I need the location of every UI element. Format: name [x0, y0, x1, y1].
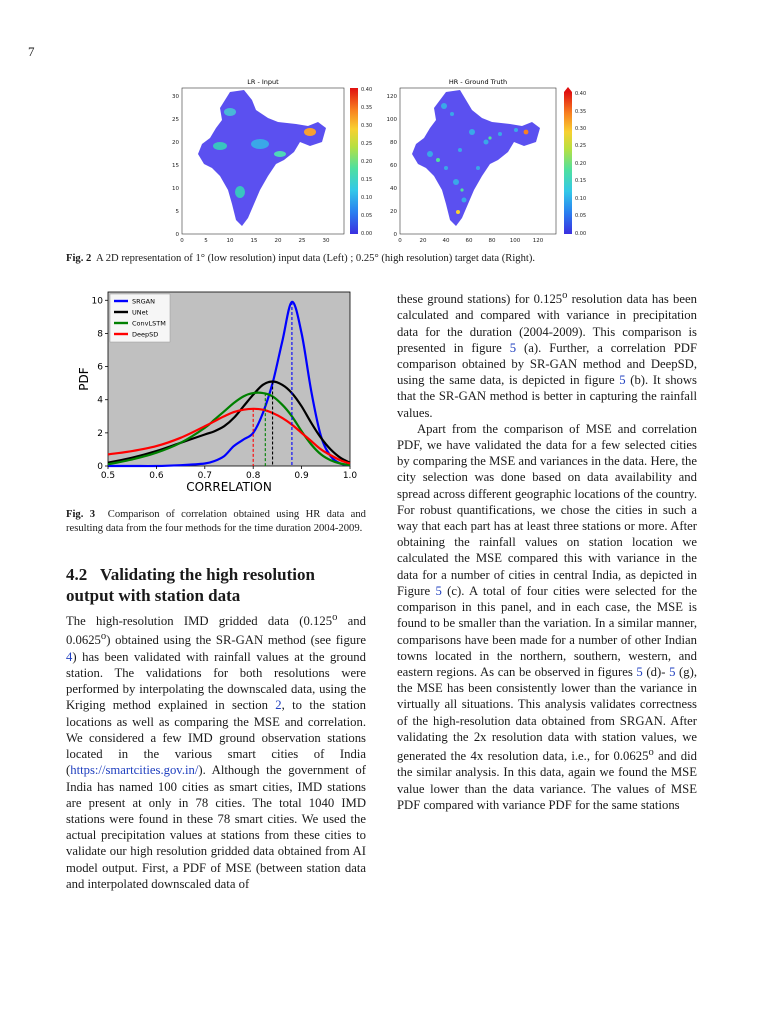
- superscript: o: [562, 290, 568, 301]
- left-map-yticks: [172, 94, 180, 238]
- ref-figure-5-link[interactable]: 5: [509, 340, 517, 355]
- right-map-xticks: [398, 238, 543, 244]
- right-ytick: 0: [393, 232, 397, 238]
- figure-2-caption: [66, 252, 706, 266]
- left-map-blob: [251, 139, 269, 149]
- right-cbar-label: 0.00: [575, 231, 587, 237]
- x-tick-label: 0.5: [100, 471, 116, 481]
- x-axis-label: CORRELATION: [186, 480, 272, 494]
- y-tick-label: 6: [97, 362, 103, 373]
- right-ytick: 60: [390, 163, 397, 169]
- x-tick-label: 0.7: [197, 471, 212, 481]
- right-cbar-label: 0.40: [575, 91, 587, 97]
- section-heading: [66, 564, 366, 606]
- y-tick-label: 10: [91, 296, 103, 307]
- right-xtick: 80: [488, 238, 496, 244]
- left-cbar-label: 0.05: [361, 213, 373, 219]
- right-xtick: 40: [442, 238, 450, 244]
- text-run: (a). Further, a correlation PDF comparison obtained by SR-GAN method and DeepSD, using the same data, is depicted in figure: [397, 340, 697, 388]
- legend-label-unet: UNet: [132, 308, 149, 317]
- left-xtick: 10: [226, 238, 234, 244]
- left-map-title: LR - Input: [247, 78, 279, 86]
- left-cbar-label: 0.40: [361, 87, 373, 93]
- left-cbar-label: 0.10: [361, 195, 373, 201]
- ref-figure-5-link[interactable]: 5: [619, 373, 626, 388]
- text-run: (d)-: [642, 664, 670, 679]
- text-run: , to the station locations as well as comparing the MSE and correlation. We considered a few IMD ground observation stations located in the various smart cities of India (: [66, 698, 366, 778]
- left-xtick: 20: [274, 238, 282, 244]
- ref-figure-4-link[interactable]: 4: [66, 649, 73, 664]
- ref-figure-5-link[interactable]: 5: [435, 583, 442, 598]
- section-number: 4.2: [66, 565, 88, 584]
- right-ytick: 80: [390, 140, 397, 146]
- right-ytick: 40: [390, 186, 397, 192]
- left-ytick: 20: [172, 140, 179, 146]
- x-ticks: [101, 466, 358, 481]
- figure-3-chart: [62, 282, 362, 494]
- right-cbar-label: 0.10: [575, 196, 587, 202]
- figure-2-label: Fig. 2: [66, 253, 92, 264]
- y-tick-label: 2: [97, 428, 103, 439]
- paragraph: [397, 421, 697, 813]
- y-tick-label: 0: [97, 462, 103, 472]
- figure-3-label: Fig. 3: [66, 509, 96, 520]
- left-xtick: 30: [322, 238, 330, 244]
- left-cbar-label: 0.15: [361, 177, 373, 183]
- left-colorbar: [350, 88, 358, 234]
- right-ytick: 120: [386, 94, 397, 100]
- section-title: Validating the high resolution output with station data: [66, 565, 315, 605]
- text-run: resolution data has been calculated and compared with variance in precipitation data for the duration (2004-2009). This comparison is presented in figure: [397, 292, 697, 355]
- right-cbar-label: 0.25: [575, 143, 587, 149]
- x-tick-label: 0.8: [246, 471, 261, 481]
- left-xtick: 0: [180, 238, 184, 244]
- y-tick-label: 4: [97, 395, 103, 406]
- left-map-blob: [213, 142, 227, 150]
- ref-section-2-link[interactable]: 2: [275, 698, 282, 713]
- left-ytick: 5: [175, 209, 179, 215]
- paragraph: [66, 610, 366, 892]
- left-colorbar-labels: [361, 87, 372, 237]
- text-run: Apart from the comparison of MSE and correlation PDF, we have validated the data for a few selected cities by comparing the MSE and variances in the data. Here, the city selection was done based on data availability and spread across different geographic locations of the country. For robust quantifications, we chose the cities in such a way that each part has at least three stations or more. After obtaining the rainfall values on station location we calculated the MSE compared this with variance in the data for a number of cities in central India, as depicted in Figure: [397, 421, 697, 598]
- left-cbar-label: 0.00: [361, 231, 373, 237]
- text-run: and 0.0625: [66, 614, 366, 648]
- right-ytick: 100: [386, 117, 397, 123]
- left-map-blob: [274, 151, 286, 157]
- right-cbar-label: 0.30: [575, 126, 587, 132]
- left-column-text: [66, 610, 366, 892]
- paragraph: [397, 288, 697, 421]
- text-run: The high-resolution IMD gridded data (0.125: [66, 614, 333, 629]
- right-colorbar-arrow: [564, 87, 572, 92]
- legend-label-srgan: SRGAN: [132, 297, 155, 306]
- legend-label-convlstm: ConvLSTM: [132, 319, 166, 328]
- right-colorbar-labels: [575, 91, 586, 237]
- superscript: o: [100, 631, 107, 643]
- smartcities-url-link[interactable]: https://smartcities.gov.in/: [70, 763, 199, 778]
- right-column-text: [397, 288, 697, 813]
- right-xtick: 120: [532, 238, 544, 244]
- text-run: (c). A total of four cities were selected for the comparison in this panel, and in each case, the MSE is found to be smaller than the variation. In a similar manner, comparisons have been made for a number of other Indian towns located in the northern, southern, western, and eastern regions. As can be observed in figures: [397, 583, 697, 679]
- text-run: ). Although the government of India has named 100 cities as smart cities, IMD stations are present at only in 78 cities. The total 1040 IMD stations were found in these 78 smart cities. We used the actual precipitation values at stations from these cities to validate our high resolution gridded data obtained from AI model output. First, a PDF of MSE (between station data and interpolated downscaled data of: [66, 763, 366, 891]
- left-map-blob: [224, 108, 236, 116]
- right-xtick: 100: [509, 238, 521, 244]
- text-run: (b). It shows that the SR-GAN method is better in capturing the rainfall values.: [397, 373, 697, 420]
- right-map-hotspot: [456, 210, 460, 214]
- left-ytick: 10: [172, 186, 179, 192]
- ref-figure-5-link[interactable]: 5: [669, 664, 676, 679]
- left-ytick: 25: [172, 117, 179, 123]
- left-cbar-label: 0.20: [361, 159, 373, 165]
- left-map-blob: [235, 186, 245, 198]
- left-xtick: 5: [204, 238, 208, 244]
- right-map-hotspot: [524, 130, 529, 135]
- left-map-blob: [304, 128, 316, 136]
- right-ytick: 20: [390, 209, 397, 215]
- left-xtick: 15: [250, 238, 258, 244]
- left-map-xticks: [180, 238, 330, 244]
- left-ytick: 0: [175, 232, 179, 238]
- text-run: ) obtained using the SR-GAN method (see figure: [106, 633, 366, 648]
- x-tick-label: 0.6: [149, 471, 164, 481]
- left-cbar-label: 0.30: [361, 123, 373, 129]
- right-cbar-label: 0.15: [575, 178, 587, 184]
- x-tick-label: 1.0: [342, 471, 358, 481]
- page-number: 7: [28, 44, 35, 59]
- right-xtick: 60: [465, 238, 473, 244]
- text-run: (g), the MSE has been consistently lower than the variance in virtually all situations. This analysis validates correctness of the high-resolution data obtained from SRGAN. After validating the 2x resolution data with station values, we generated the 4x resolution data, i.e., for 0.0625: [397, 664, 698, 764]
- right-cbar-label: 0.05: [575, 213, 587, 219]
- right-xtick: 20: [419, 238, 427, 244]
- text-run: ) has been validated with rainfall values at the ground station. The validations for both resolutions were performed by interpolating the downscaled data, using the Kriging method explained in section: [66, 649, 366, 713]
- right-xtick: 0: [398, 238, 402, 244]
- y-ticks: [92, 296, 108, 472]
- figure-3-caption-text: Comparison of correlation obtained using HR data and resulting data from the four methods for the time duration 2004-2009.: [66, 509, 366, 534]
- left-cbar-label: 0.35: [361, 105, 373, 111]
- x-tick-label: 0.9: [294, 471, 309, 481]
- y-axis-label: PDF: [77, 367, 91, 391]
- right-colorbar: [564, 92, 572, 234]
- legend-label-deepsd: DeepSD: [132, 330, 159, 339]
- left-xtick: 25: [298, 238, 306, 244]
- figure-2-maps: [160, 72, 590, 252]
- left-ytick: 30: [172, 94, 179, 100]
- ref-figure-5-link[interactable]: 5: [636, 664, 643, 679]
- figure-3-caption: [66, 508, 366, 536]
- left-cbar-label: 0.25: [361, 141, 373, 147]
- right-cbar-label: 0.20: [575, 161, 587, 167]
- superscript: o: [332, 612, 338, 623]
- text-run: these ground stations) for 0.125: [397, 292, 563, 307]
- text-run: and did the similar analysis. In this data, again we found the MSE value lower than the data variance. The values of MSE PDF compared with variance PDF for the same stations: [397, 749, 697, 812]
- figure-2-caption-text: A 2D representation of 1° (low resolution) input data (Left) ; 0.25° (high resolution) target data (Right).: [96, 253, 536, 264]
- superscript: o: [648, 746, 654, 758]
- left-ytick: 15: [172, 163, 179, 169]
- right-map-title: HR - Ground Truth: [448, 78, 508, 86]
- y-tick-label: 8: [97, 329, 103, 340]
- right-map-yticks: [387, 94, 398, 238]
- right-cbar-label: 0.35: [575, 109, 587, 115]
